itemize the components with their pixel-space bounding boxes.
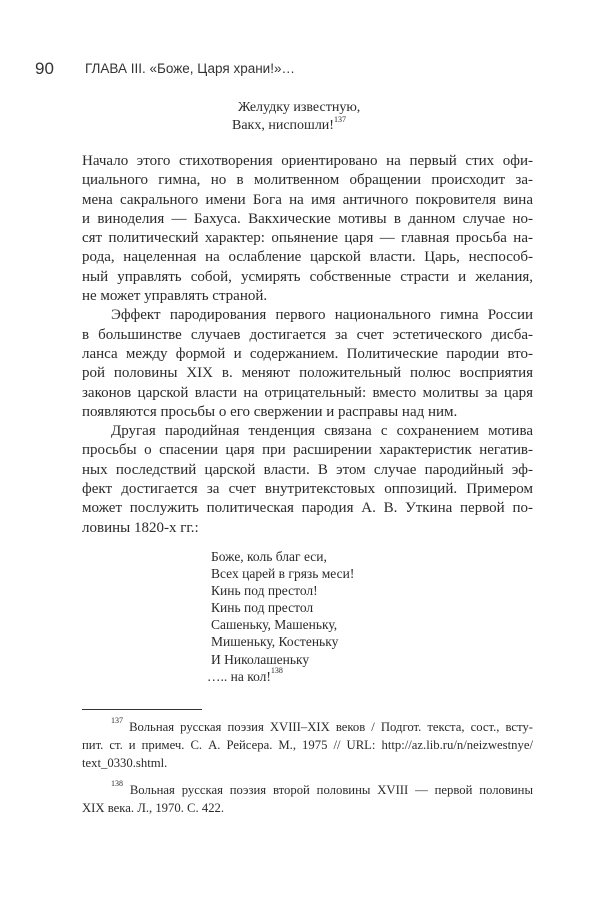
text-line: не может управлять страной. xyxy=(82,288,268,305)
footnote-ref[interactable]: 137 xyxy=(333,114,346,124)
footnote-text: Вольная русская поэзия второй половины XVIII — первой половины xyxy=(129,783,533,797)
text-line: мена сакрального имени Бога на имя античного покровителя вина xyxy=(82,191,533,208)
poem-line xyxy=(0,114,600,135)
body-text xyxy=(82,152,533,538)
text-line: сят политический характер: опьянение царя — главная просьба на- xyxy=(82,230,533,247)
poem-excerpt-2 xyxy=(207,548,355,685)
text-line: Начало этого стихотворения ориентировано на первый стих офи- xyxy=(82,153,533,169)
text-line: ных последствий царской власти. В этом случае пародийный эф- xyxy=(82,461,533,478)
text-line: Эффект пародирования первого национального гимна России xyxy=(111,307,533,324)
page-number: 90 xyxy=(35,59,54,78)
footnote-number: 138 xyxy=(111,779,123,788)
text-line: рой половины XIX в. меняют положительный полюс восприятия xyxy=(82,365,533,382)
poem-line-text: ….. на кол! xyxy=(207,668,271,684)
footnote-number: 137 xyxy=(111,716,123,725)
footnote-137 xyxy=(82,718,533,772)
text-line: просьбы о спасении царя при расширении характеристик негатив- xyxy=(82,442,533,459)
poem-line: Мишеньку, Костеньку xyxy=(211,634,339,650)
poem-line: Кинь под престол! xyxy=(211,583,318,599)
text-line: и виноделия — Бахуса. Вакхические мотивы в данном случае но- xyxy=(82,210,533,227)
text-line: в большинстве случаев достигается за счет эстетического дисба- xyxy=(82,326,533,343)
poem-line: Боже, коль благ еси, xyxy=(211,549,327,564)
text-line: ный управлять собой, усмирять собственные страсти и желания, xyxy=(82,268,533,285)
poem-line: Всех царей в грязь меси! xyxy=(211,566,355,582)
text-line: может послужить политическая пародия А. В. Уткина первой по- xyxy=(82,500,533,517)
text-line: ланса между формой и содержанием. Политические пародии вто- xyxy=(82,345,533,362)
text-line: законов царской власти на отрицательный: вместо молитвы за царя xyxy=(82,384,533,401)
paragraph xyxy=(82,152,533,306)
text-line: рода, нацеленная на ослабление царской власти. Царь, неспособ- xyxy=(82,249,533,266)
footnote-line: text_0330.shtml. xyxy=(82,756,168,770)
footnote-138 xyxy=(82,781,533,817)
footnote-line: XIX века. Л., 1970. С. 422. xyxy=(82,801,225,815)
footnote-line: пит. ст. и примеч. С. А. Рейсера. М., 1975 // URL: http://az.lib.ru/n/neizwestnye/ xyxy=(82,738,533,752)
chapter-title: ГЛАВА III. «Боже, Царя храни!»… xyxy=(85,61,295,76)
running-header xyxy=(35,59,535,83)
text-line: Другая пародийная тенденция связана с сохранением мотива xyxy=(111,423,533,440)
poem-excerpt-1 xyxy=(0,99,600,134)
poem-line: Кинь под престол xyxy=(211,600,314,616)
text-line: циального гимна, но в молитвенном обращении происходит за- xyxy=(82,172,533,189)
footnote-text: Вольная русская поэзия XVIII–XIX веков / Подгот. текста, сост., всту- xyxy=(129,720,534,734)
text-line: ловины 1820-х гг.: xyxy=(82,519,199,536)
poem-line-text: Вакх, ниспошли! xyxy=(232,117,334,133)
poem-line: Сашеньку, Машеньку, xyxy=(211,617,338,633)
footnote-ref[interactable]: 138 xyxy=(270,665,283,675)
text-line: фект достигается за счет внутритекстовых оппозиций. Примером xyxy=(82,481,533,498)
paragraph xyxy=(82,422,533,538)
poem-line: И Николашеньку xyxy=(211,651,310,667)
text-line: появляются просьбы о его свержении и расправы над ним. xyxy=(82,403,458,420)
footnote-divider xyxy=(82,709,202,710)
poem-line xyxy=(207,665,354,685)
paragraph xyxy=(82,306,533,422)
poem-line: Желудку известную, xyxy=(238,100,361,115)
footnote-line xyxy=(82,781,533,799)
footnote-line xyxy=(82,718,533,736)
